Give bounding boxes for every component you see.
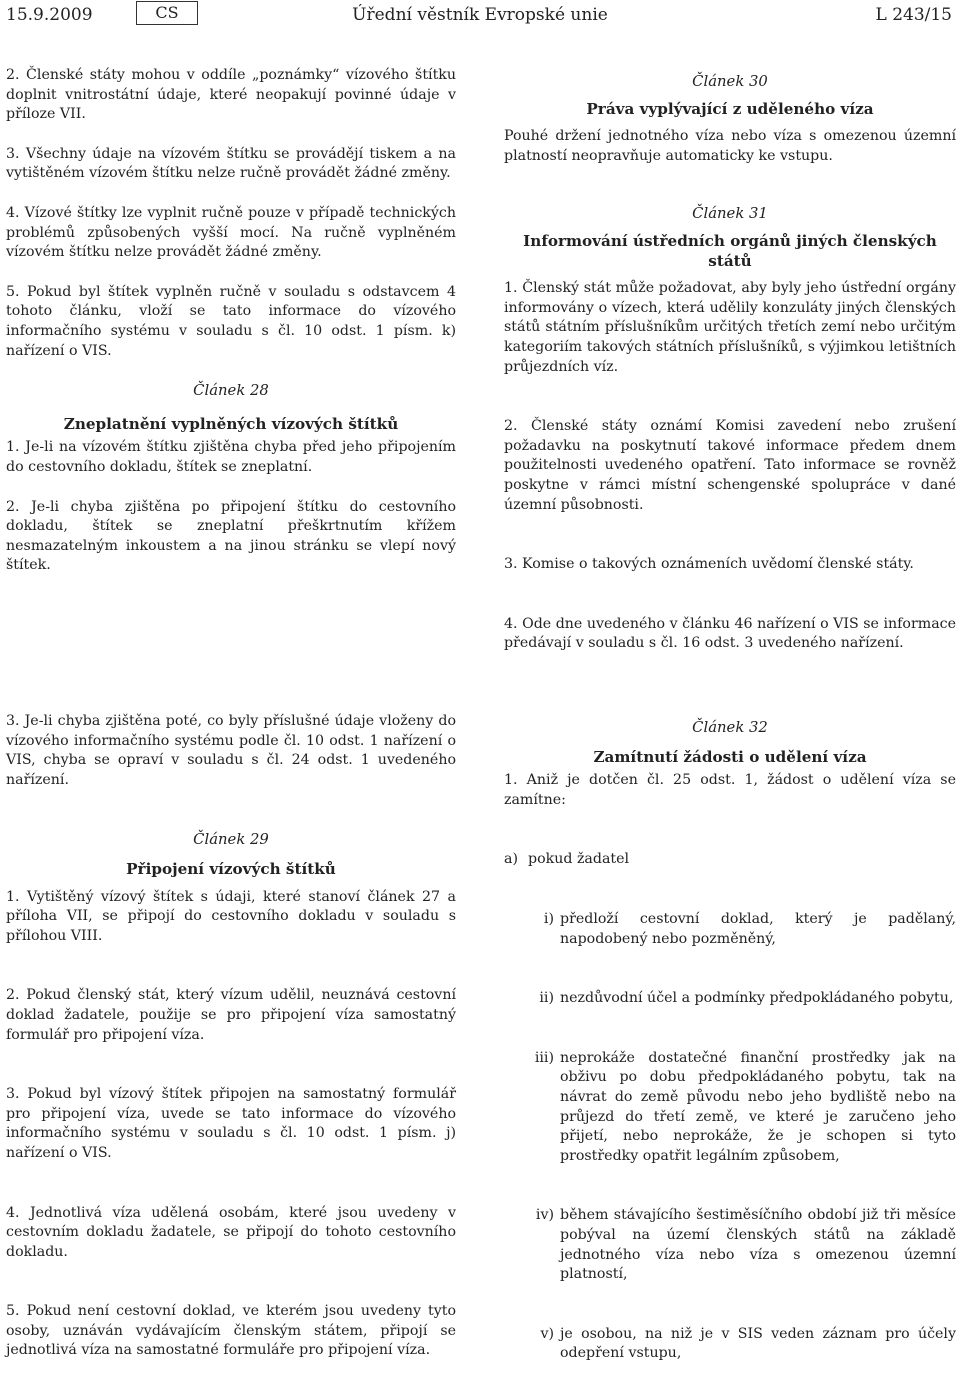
paragraph: 4. Jednotlivá víza udělená osobám, které jsou uvedeny v cestovním dokladu žadatele, se připojí do tohoto cestovního dokladu. bbox=[6, 1204, 456, 1260]
list-label: iv) bbox=[535, 1207, 554, 1224]
list-label: i) bbox=[543, 910, 554, 927]
list-text: během stávajícího šestiměsíčního období již tři měsíce pobýval na území členských států na základě jednotného víza nebo víza s omezenou územní platností, bbox=[560, 1207, 956, 1283]
list-text: neprokáže dostatečné finanční prostředky jak na obživu po dobu předpokládaného pobytu, tak na návrat do země původu nebo jeho bydliště nebo na průjezd do třetí země, ve které je zaručeno jeho přijetí, nebo neprokáže, že je schopen si tyto prostředky opatřit legálním způsobem, bbox=[560, 1049, 956, 1164]
paragraph: 2. Členské státy mohou v oddíle „poznámky“ vízového štítku doplnit vnitrostátní údaje, které neopakují povinné údaje v příloze VII. bbox=[6, 67, 456, 123]
article-label: Článek 29 bbox=[193, 831, 269, 849]
paragraph: 5. Pokud byl štítek vyplněn ručně v souladu s odstavcem 4 tohoto článku, vloží se tato informace do vízového informačního systému v souladu s čl. 10 odst. 1 písm. k) nařízení o VIS. bbox=[6, 283, 456, 359]
page-header bbox=[0, 0, 960, 40]
journal-title: Úřední věstník Evropské unie bbox=[352, 5, 608, 25]
paragraph: 3. Komise o takových oznámeních uvědomí členské státy. bbox=[504, 556, 914, 573]
page-reference: L 243/15 bbox=[875, 5, 952, 25]
article-title: Zneplatnění vyplněných vízových štítků bbox=[63, 414, 399, 433]
header-date: 15.9.2009 bbox=[6, 5, 93, 25]
paragraph: 1. Členský stát může požadovat, aby byly jeho ústřední orgány informovány o vízech, která udělily konzuláty jiných členských států státním příslušníkům určitých třetích zemí nebo určitým kategoriím takových státních příslušníků, s výjimkou letištních průjezdních víz. bbox=[504, 280, 956, 375]
list-item bbox=[504, 850, 956, 870]
paragraph: Pouhé držení jednotného víza nebo víza s omezenou územní platností neopravňuje automaticky ke vstupu. bbox=[504, 128, 956, 164]
article-title: Práva vyplývající z uděleného víza bbox=[586, 99, 874, 118]
right-column-bottom bbox=[504, 718, 956, 1364]
paragraph: 2. Pokud členský stát, který vízum udělil, neuznává cestovní doklad žadatele, použije se pro připojení víza samostatný formulář pro připojení víza. bbox=[6, 987, 456, 1043]
list-label: ii) bbox=[539, 990, 554, 1007]
paragraph: 3. Všechny údaje na vízovém štítku se provádějí tiskem a na vytištěném vízovém štítku nelze ručně provádět žádné změny. bbox=[6, 145, 456, 182]
list-label: v) bbox=[540, 1325, 554, 1342]
article-title: Informování ústředních orgánů jiných členských států bbox=[523, 231, 937, 270]
list-item bbox=[524, 1206, 956, 1284]
paragraph: 5. Pokud není cestovní doklad, ve kterém jsou uvedeny tyto osoby, uznáván vydávajícím členským státem, připojí se jednotlivá víza na samostatné formuláře pro připojení víza. bbox=[6, 1303, 456, 1359]
paragraph: 2. Je-li chyba zjištěna po připojení štítku do cestovního dokladu, štítek se zneplatní přeškrtnutím křížem nesmazatelným inkoustem a na jinou stránku se vlepí nový štítek. bbox=[6, 498, 456, 574]
language-badge: CS bbox=[136, 1, 198, 25]
article-label: Článek 32 bbox=[692, 719, 768, 736]
article-label: Článek 31 bbox=[692, 205, 768, 223]
list-label: iii) bbox=[534, 1049, 554, 1066]
list-text: pokud žadatel bbox=[528, 851, 630, 868]
left-column-bottom bbox=[6, 712, 456, 1361]
left-column-top bbox=[6, 66, 456, 576]
article-title: Zamítnutí žádosti o udělení víza bbox=[593, 747, 867, 766]
paragraph: 1. Vytištěný vízový štítek s údaji, které stanoví článek 27 a příloha VII, se připojí do cestovního dokladu v souladu s přílohou VIII. bbox=[6, 888, 456, 944]
paragraph: 1. Aniž je dotčen čl. 25 odst. 1, žádost o udělení víza se zamítne: bbox=[504, 772, 956, 808]
article-title: Připojení vízových štítků bbox=[126, 859, 336, 878]
paragraph: 3. Pokud byl vízový štítek připojen na samostatný formulář pro připojení víza, uvede se tato informace do vízového informačního systému v souladu s čl. 10 odst. 1 písm. j) nařízení o VIS. bbox=[6, 1086, 456, 1161]
paragraph: 1. Je-li na vízovém štítku zjištěna chyba před jeho připojením do cestovního dokladu, štítek se zneplatní. bbox=[6, 439, 456, 475]
article-label: Článek 30 bbox=[692, 73, 768, 90]
list-item bbox=[524, 989, 956, 1009]
list-item bbox=[524, 1049, 956, 1167]
list-text: je osobou, na niž je v SIS veden záznam pro účely odepření vstupu, bbox=[560, 1325, 956, 1362]
list-text: předloží cestovní doklad, který je padělaný, napodobený nebo pozměněný, bbox=[560, 910, 956, 947]
list-text: nezdůvodní účel a podmínky předpokládaného pobytu, bbox=[560, 990, 954, 1007]
paragraph: 4. Ode dne uvedeného v článku 46 nařízení o VIS se informace předávají v souladu s čl. 16 odst. 3 uvedeného nařízení. bbox=[504, 615, 956, 652]
list-item bbox=[524, 1325, 956, 1364]
paragraph: 2. Členské státy oznámí Komisi zavedení nebo zrušení požadavku na poskytnutí takové informace předem dnem použitelnosti uvedeného opatření. Tato informace se rovněž poskytne v rámci místní schengenské spolupráce v dané územní působnosti. bbox=[504, 418, 956, 513]
article-label: Článek 28 bbox=[193, 382, 269, 400]
list-item bbox=[524, 910, 956, 949]
paragraph: 4. Vízové štítky lze vyplnit ručně pouze v případě technických problémů způsobených vyšší mocí. Na ručně vyplněném vízovém štítku nelze provádět žádné změny. bbox=[6, 204, 456, 261]
list-label: a) bbox=[504, 851, 518, 868]
paragraph: 3. Je-li chyba zjištěna poté, co byly příslušné údaje vloženy do vízového informačního systému podle čl. 10 odst. 1 nařízení o VIS, chyba se opraví v souladu s čl. 24 odst. 1 uvedeného nařízení. bbox=[6, 713, 456, 788]
right-column-top bbox=[504, 72, 956, 654]
